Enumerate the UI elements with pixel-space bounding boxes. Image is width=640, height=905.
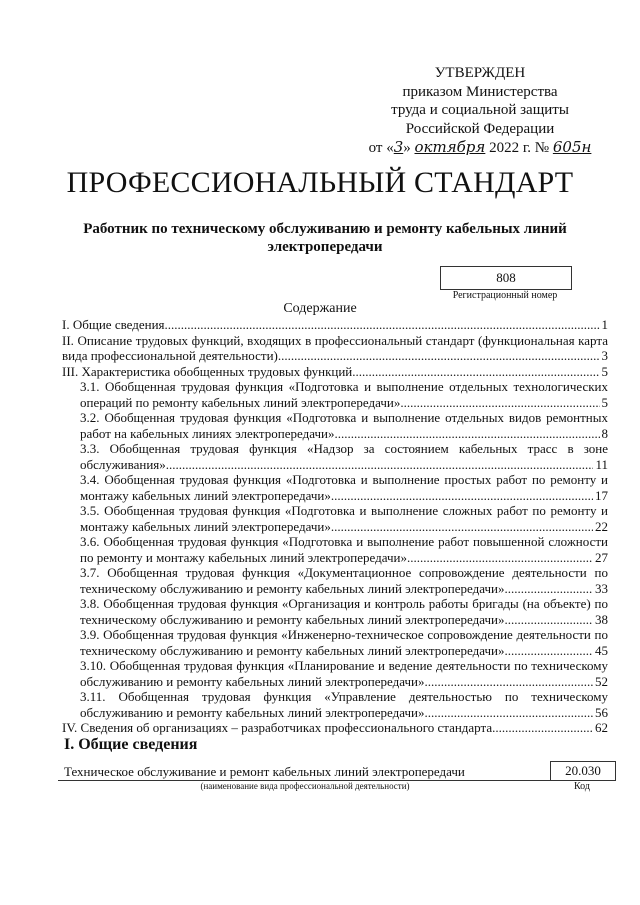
approval-line-1: УТВЕРЖДЕН [434, 65, 526, 81]
date-prefix: от « [368, 140, 394, 156]
toc-entry-text-first: 3.5. Обобщенная трудовая функция «Подготовка и выполнение сложных работ по ремонту и [80, 503, 608, 518]
toc-entry-line [80, 426, 608, 442]
toc-entry-text: операций по ремонту кабельных линий электропередачи» [80, 394, 401, 410]
toc-entry-text: монтажу кабельных линий электропередачи» [80, 487, 331, 503]
toc-entry-text: техническому обслуживанию и ремонту кабельных линий электропередачи» [80, 611, 505, 627]
toc-entry-text-first: 3.9. Обобщенная трудовая функция «Инженерно-техническое сопровождение деятельности по [80, 627, 608, 642]
toc-page-number: 33 [595, 580, 608, 596]
toc-entry-line [80, 612, 608, 628]
toc-entry [62, 689, 608, 720]
toc-entry-text: обслуживанию и ремонту кабельных линий электропередачи» [80, 704, 425, 720]
document-title: ПРОФЕССИОНАЛЬНЫЙ СТАНДАРТ [66, 166, 574, 199]
toc-entry [62, 317, 608, 333]
toc-entry [62, 565, 608, 596]
toc-page-number: 8 [601, 425, 608, 441]
toc-entry-line [80, 674, 608, 690]
toc-entry-line [80, 643, 608, 659]
toc-dot-leader [400, 395, 599, 411]
toc-entry-text: обслуживания» [80, 456, 166, 472]
toc-dot-leader [424, 705, 593, 721]
toc-entry-text-first: II. Описание трудовых функций, входящих в профессиональный стандарт (функциональная карта [62, 332, 608, 348]
toc-entry-text-first: 3.1. Обобщенная трудовая функция «Подготовка и выполнение отдельных технологических [80, 379, 608, 394]
toc-page-number: 52 [595, 673, 608, 689]
toc-dot-leader [504, 612, 593, 628]
approval-line-4: Российской Федерации [405, 120, 555, 137]
approval-line-2: приказом Министерства [402, 83, 558, 100]
document-subtitle: Работник по техническому обслуживанию и ремонту кабельных линий электропередачи [83, 221, 567, 255]
toc-heading: Содержание [283, 301, 357, 316]
activity-caption: (наименование вида профессиональной деятельности) [200, 781, 410, 791]
approval-date-line [360, 138, 600, 158]
toc-entry-text-first: 3.8. Обобщенная трудовая функция «Организация и контроль работы бригады (на объекте) по [80, 596, 608, 611]
toc-entry-line [62, 364, 608, 380]
table-of-contents [62, 317, 608, 736]
toc-entry-text: обслуживанию и ремонту кабельных линий электропередачи» [80, 673, 425, 689]
toc-entry-line [62, 317, 608, 333]
toc-entry [62, 379, 608, 410]
toc-page-number: 45 [595, 642, 608, 658]
toc-page-number: 22 [595, 518, 608, 534]
toc-page-number: 62 [595, 720, 608, 735]
toc-dot-leader [278, 348, 600, 364]
date-year: 2022 г. № [485, 140, 553, 156]
toc-entry-text: вида профессиональной деятельности) [62, 348, 278, 363]
toc-page-number: 38 [595, 611, 608, 627]
toc-entry-text-first: 3.10. Обобщенная трудовая функция «Планирование и ведение деятельности по техническому [80, 658, 608, 673]
approval-block [360, 64, 600, 158]
toc-page-number: 56 [595, 704, 608, 720]
toc-entry-text-first: 3.11. Обобщенная трудовая функция «Управление деятельностью по техническому [80, 689, 608, 704]
toc-dot-leader [504, 581, 593, 597]
toc-dot-leader [352, 364, 599, 380]
registration-number-box: 808 [440, 266, 572, 290]
toc-entry [62, 627, 608, 658]
toc-dot-leader [165, 317, 600, 333]
order-number: 605н [552, 138, 592, 156]
registration-number-label: Регистрационный номер [452, 290, 558, 301]
activity-code-box: 20.030 [550, 761, 616, 781]
toc-page-number: 5 [601, 394, 608, 410]
toc-dot-leader [407, 550, 593, 566]
toc-entry [62, 472, 608, 503]
toc-entry [62, 720, 608, 736]
toc-dot-leader [504, 643, 593, 659]
section-title: I. Общие сведения [64, 736, 198, 753]
toc-entry-text-first: 3.3. Обобщенная трудовая функция «Надзор за состоянием кабельных трасс в зоне [80, 441, 608, 456]
toc-entry-text: техническому обслуживанию и ремонту кабельных линий электропередачи» [80, 642, 505, 658]
toc-entry-text-first: 3.2. Обобщенная трудовая функция «Подготовка и выполнение отдельных видов ремонтных [80, 410, 608, 425]
toc-entry-line [80, 488, 608, 504]
toc-entry-text: монтажу кабельных линий электропередачи» [80, 518, 331, 534]
toc-entry [62, 658, 608, 689]
toc-entry [62, 503, 608, 534]
date-month: октября [414, 138, 486, 156]
toc-page-number: 1 [601, 317, 608, 332]
toc-dot-leader [334, 426, 599, 442]
toc-entry-text: IV. Сведения об организациях – разработчиках профессионального стандарта [62, 720, 493, 735]
toc-page-number: 5 [601, 363, 608, 379]
toc-entry [62, 333, 608, 364]
toc-page-number: 17 [595, 487, 608, 503]
toc-entry [62, 596, 608, 627]
toc-entry-text: техническому обслуживанию и ремонту кабельных линий электропередачи» [80, 580, 505, 596]
toc-entry-line [80, 395, 608, 411]
approval-line-3: труда и социальной защиты [391, 102, 569, 118]
toc-entry-text: работ на кабельных линиях электропередачи» [80, 425, 335, 441]
toc-entry-line [80, 457, 608, 473]
toc-entry-text: по ремонту и монтажу кабельных линий электропередачи» [80, 549, 407, 565]
toc-entry-line [80, 550, 608, 566]
date-mid: » [403, 140, 415, 156]
toc-entry-text: I. Общие сведения [62, 317, 165, 332]
toc-dot-leader [492, 720, 593, 736]
toc-entry-line [80, 581, 608, 597]
toc-entry-text-first: 3.7. Обобщенная трудовая функция «Документационное сопровождение деятельности по [80, 565, 608, 580]
toc-entry [62, 364, 608, 380]
toc-entry [62, 534, 608, 565]
toc-dot-leader [331, 519, 593, 535]
toc-entry-line [80, 519, 608, 535]
toc-entry-line [62, 720, 608, 736]
toc-entry-text-first: 3.6. Обобщенная трудовая функция «Подготовка и выполнение работ повышенной сложности [80, 534, 608, 549]
date-day: 3 [393, 138, 404, 156]
activity-name: Техническое обслуживание и ремонт кабельных линий электропередачи [64, 764, 465, 779]
toc-entry-line [62, 348, 608, 364]
toc-page-number: 11 [595, 456, 608, 472]
toc-entry-line [80, 705, 608, 721]
toc-entry [62, 410, 608, 441]
toc-dot-leader [424, 674, 593, 690]
toc-dot-leader [331, 488, 593, 504]
toc-page-number: 3 [601, 348, 608, 363]
toc-page-number: 27 [595, 549, 608, 565]
toc-entry-text: III. Характеристика обобщенных трудовых функций [62, 363, 353, 379]
activity-code-label: Код [574, 781, 590, 792]
toc-dot-leader [166, 457, 594, 473]
toc-entry [62, 441, 608, 472]
toc-entry-text-first: 3.4. Обобщенная трудовая функция «Подготовка и выполнение простых работ по ремонту и [80, 472, 608, 487]
